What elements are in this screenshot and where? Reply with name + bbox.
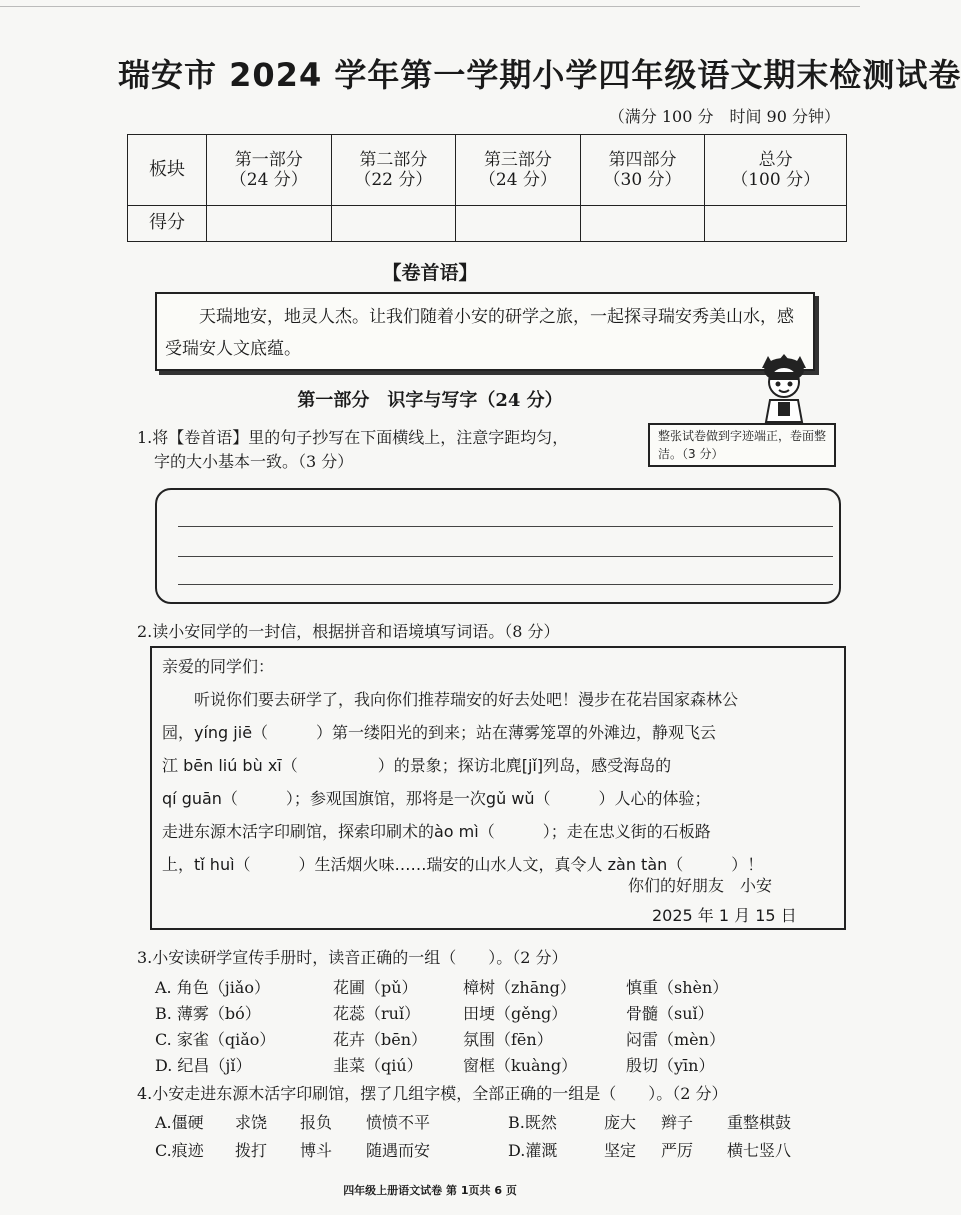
score-cell <box>331 205 456 241</box>
q3-option-item: 骨髓（suǐ） <box>626 1004 714 1023</box>
letter-line: 亲爱的同学们： <box>162 657 275 676</box>
col-points: （100 分） <box>731 169 821 190</box>
score-cell <box>207 205 332 241</box>
score-cell <box>580 205 705 241</box>
q3-option-item: 韭菜（qiú） <box>333 1056 423 1075</box>
q4-option-word: 重整棋鼓 <box>727 1113 792 1132</box>
q4-option-word: 辫子 <box>661 1113 694 1132</box>
col-points: （22 分） <box>354 169 433 190</box>
score-table <box>127 134 847 242</box>
q4-option-word: 严厉 <box>661 1141 694 1160</box>
part1-heading: 第一部分 识字与写字（24 分） <box>297 390 563 411</box>
score-table-header-row <box>128 135 847 206</box>
score-col-part1 <box>207 135 332 206</box>
q3-option-item: A. 角色（jiǎo） <box>155 978 270 997</box>
q4-option-word: 拨打 <box>235 1141 268 1160</box>
q3-option-item: 田埂（gěng） <box>463 1004 568 1023</box>
q3-option-item: B. 薄雾（bó） <box>155 1004 261 1023</box>
q1-line: 字的大小基本一致。（3 分） <box>154 452 354 471</box>
q4-option-word: 求饶 <box>235 1113 268 1132</box>
tip-bubble: 整张试卷做到字迹端正，卷面整洁。（3 分） <box>648 423 836 467</box>
q3-option-item: 樟树（zhāng） <box>463 978 576 997</box>
score-cell <box>705 205 847 241</box>
q3-option-item: 氛围（fēn） <box>463 1030 553 1049</box>
q1-line: 1.将【卷首语】里的句子抄写在下面横线上，注意字距均匀， <box>137 428 569 447</box>
col-name: 总分 <box>758 149 793 170</box>
letter-line: 上，tǐ huì（ ）生活烟火味……瑞安的山水人文，真令人 zàn tàn（ ）！ <box>162 855 764 874</box>
q3-option-item: C. 家雀（qiǎo） <box>155 1030 276 1049</box>
q4-option-word: A.僵硬 <box>155 1113 204 1132</box>
col-points: （30 分） <box>603 169 682 190</box>
score-cell <box>456 205 581 241</box>
q3-option-item: D. 纪昌（jǐ） <box>155 1056 252 1075</box>
q3-option-item: 殷切（yīn） <box>626 1056 715 1075</box>
col-name: 第二部分 <box>359 149 428 170</box>
letter-line: 江 bēn liú bù xī（ ）的景象；探访北麂[jǐ]列岛，感受海岛的 <box>162 756 672 775</box>
col-name: 第一部分 <box>234 149 303 170</box>
letter-signature: 你们的好朋友 小安 <box>628 876 773 895</box>
q3-option-item: 窗框（kuàng） <box>463 1056 578 1075</box>
preface-title: 【卷首语】 <box>382 262 478 284</box>
col-name: 第四部分 <box>608 149 677 170</box>
q3-option-item: 花卉（bēn） <box>333 1030 428 1049</box>
q4-option-word: 坚定 <box>604 1141 637 1160</box>
score-col-part2 <box>331 135 456 206</box>
score-row-label: 板块 <box>128 135 207 206</box>
q3-option-item: 花蕊（ruǐ） <box>333 1004 421 1023</box>
q4-option-word: 报负 <box>300 1113 333 1132</box>
letter-line: qí guān（ ）；参观国旗馆，那将是一次gǔ wǔ（ ）人心的体验； <box>162 789 711 808</box>
page-footer: 四年级上册语文试卷 第 1页共 6 页 <box>343 1184 517 1197</box>
score-table-score-row <box>128 205 847 241</box>
letter-date: 2025 年 1 月 15 日 <box>652 906 797 925</box>
col-points: （24 分） <box>478 169 557 190</box>
col-name: 第三部分 <box>483 149 552 170</box>
col-points: （24 分） <box>229 169 308 190</box>
score-col-total <box>705 135 847 206</box>
q3-option-item: 花圃（pǔ） <box>333 978 418 997</box>
preface-text: 天瑞地安，地灵人杰。让我们随着小安的研学之旅，一起探寻瑞安秀美山水，感受瑞安人文底蕴。 <box>165 307 794 359</box>
q4-option-word: 博斗 <box>300 1141 333 1160</box>
q4-option-word: 随遇而安 <box>366 1141 431 1160</box>
writing-line <box>178 584 833 585</box>
q4-option-word: 愤愤不平 <box>366 1113 431 1132</box>
q4-option-word: B.既然 <box>508 1113 557 1132</box>
score-row-label: 得分 <box>128 205 207 241</box>
q3-option-item: 闷雷（mèn） <box>626 1030 725 1049</box>
top-rule <box>0 6 860 7</box>
letter-line: 听说你们要去研学了，我向你们推荐瑞安的好去处吧！漫步在花岩国家森林公 <box>162 690 739 709</box>
writing-line <box>178 556 833 557</box>
writing-box[interactable] <box>155 488 841 604</box>
exam-title: 瑞安市 2024 学年第一学期小学四年级语文期末检测试卷 <box>118 56 961 94</box>
score-col-part4 <box>580 135 705 206</box>
q4-option-word: C.痕迹 <box>155 1141 204 1160</box>
q3-option-item: 慎重（shèn） <box>626 978 729 997</box>
letter-line: 走进东源木活字印刷馆，探索印刷术的ào mì（ ）；走在忠义街的石板路 <box>162 822 711 841</box>
q4-option-word: 横七竖八 <box>727 1141 792 1160</box>
full-score-note: （满分 100 分 时间 90 分钟） <box>608 107 840 126</box>
question-1 <box>137 426 637 474</box>
letter-line: 园，yíng jiē（ ）第一缕阳光的到来；站在薄雾笼罩的外滩边，静观飞云 <box>162 723 717 742</box>
question-2-stem: 2.读小安同学的一封信，根据拼音和语境填写词语。（8 分） <box>137 622 560 641</box>
writing-line <box>178 526 833 527</box>
q4-option-word: D.灌溉 <box>508 1141 558 1160</box>
question-4-stem: 4.小安走进东源木活字印刷馆，摆了几组字模，全部正确的一组是（ ）。（2 分） <box>137 1084 728 1103</box>
question-3-stem: 3.小安读研学宣传手册时，读音正确的一组（ ）。（2 分） <box>137 948 568 967</box>
q4-option-word: 庞大 <box>604 1113 637 1132</box>
score-col-part3 <box>456 135 581 206</box>
